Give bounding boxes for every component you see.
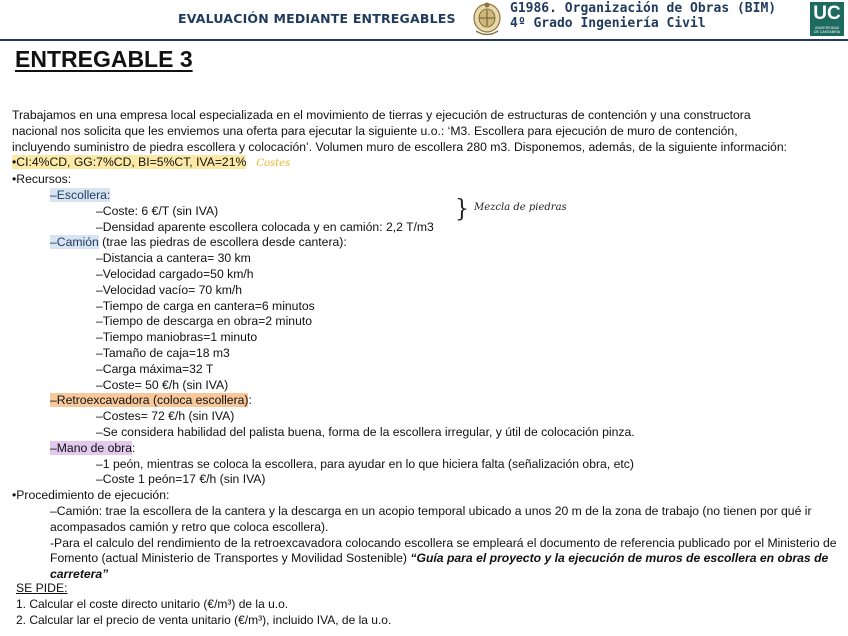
uc-logo-subtext: UNIVERSIDAD DE CANTABRIA	[813, 26, 841, 34]
camion-item: –Carga máxima=32 T	[96, 361, 214, 376]
header-divider	[0, 39, 848, 41]
course-line-1: G1986. Organización de Obras (BIM)	[510, 1, 777, 16]
camion-label: –Camión	[50, 235, 99, 250]
mano-item: –Coste 1 peón=17 €/h (sin IVA)	[96, 472, 266, 487]
question-item: 2. Calcular lar el precio de venta unitario (€/m³), incluido IVA, de la u.o.	[16, 612, 392, 627]
brace-annotation-icon: }	[455, 195, 469, 224]
escollera-handwritten-note: Mezcla de piedras	[474, 202, 567, 213]
course-info	[510, 1, 776, 31]
camion-item: –Velocidad vacío= 70 km/h	[96, 282, 243, 297]
intro-line-1: Trabajamos en una empresa local especializada en el movimiento de tierras y ejecución de estructuras de contención y una constructora	[12, 108, 751, 122]
camion-item: –Distancia a cantera= 30 km	[96, 251, 251, 266]
mano-item: –1 peón, mientras se coloca la escollera, para ayudar en lo que hiciera falta (señalización obra, etc)	[96, 456, 634, 471]
procedimiento-label: •Procedimiento de ejecución:	[12, 488, 170, 503]
camion-item: –Tiempo maniobras=1 minuto	[96, 330, 258, 345]
guide-title: “Guía para el proyecto y la ejecución de muros de escollera en obras de carretera”	[50, 551, 829, 582]
camion-item: –Tamaño de caja=18 m3	[96, 345, 230, 360]
escollera-heading	[12, 188, 838, 204]
escollera-label: –Escollera:	[50, 187, 111, 202]
procedimiento-calc	[12, 536, 838, 583]
retro-label: –Retroexcavadora (coloca escollera)	[50, 393, 249, 408]
camion-item: –Coste= 50 €/h (sin IVA)	[96, 377, 229, 392]
procedimiento-camion: –Camión: trae la escollera de la cantera y la descarga en un acopio temporal ubicado a unos 20 m de la zona de trabajo (no tienen por qué ir acompasados camión y retro que coloca escollera).	[50, 503, 812, 534]
camion-item: –Tiempo de carga en cantera=6 minutos	[96, 298, 315, 313]
document-body	[12, 108, 838, 583]
intro-line-3: incluyendo suministro de piedra escollera y colocación’. Volumen muro de escollera 280 m3. Disponemos, además, de la siguiente información:	[12, 139, 787, 154]
retro-heading	[12, 393, 838, 409]
header-title: EVALUACIÓN MEDIANTE ENTREGABLES	[178, 11, 456, 26]
question-item: 1. Calcular el coste directo unitario (€/m³) de la u.o.	[16, 597, 289, 611]
retro-item: –Se considera habilidad del palista buena, forma de la escollera irregular, y útil de colocación pinza.	[96, 424, 635, 439]
recursos-label: •Recursos:	[12, 172, 72, 187]
se-pide-heading: SE PIDE:	[16, 581, 68, 595]
escollera-item: –Densidad aparente escollera colocada y en camión: 2,2 T/m3	[96, 219, 434, 234]
escollera-item: –Coste: 6 €/T (sin IVA)	[96, 203, 219, 218]
page-header	[0, 0, 848, 38]
camion-item: –Velocidad cargado=50 km/h	[96, 266, 254, 281]
camion-desc: (trae las piedras de escollera desde cantera):	[98, 235, 347, 250]
course-line-2: 4º Grado Ingeniería Civil	[510, 16, 706, 31]
retro-item: –Costes= 72 €/h (sin IVA)	[96, 409, 235, 424]
costs-percentages: •CI:4%CD, GG:7%CD, BI=5%CT, IVA=21%	[12, 155, 247, 170]
retro-suffix: :	[248, 393, 252, 408]
uc-logo-text: UC	[813, 3, 841, 24]
school-seal-icon	[470, 1, 504, 37]
page-title: ENTREGABLE 3	[15, 46, 193, 72]
mano-heading	[12, 441, 838, 457]
camion-item: –Tiempo de descarga en obra=2 minuto	[96, 314, 313, 329]
uc-logo	[810, 2, 844, 36]
costs-line	[12, 155, 838, 172]
mano-suffix: :	[132, 440, 136, 455]
mano-label: –Mano de obra	[50, 440, 132, 455]
questions-list	[16, 597, 391, 628]
costs-handwritten-note: Costes	[256, 158, 291, 170]
camion-heading	[12, 235, 838, 251]
procedimiento-calc-text: -Para el calculo del rendimiento de la retroexcavadora colocando escollera se empleará el documento de referencia publicado por el Ministerio de Fomento (actual Ministerio de Transportes y Movilidad Sostenible)	[50, 535, 837, 566]
intro-line-2: nacional nos solicita que les enviemos una oferta para ejecutar la siguiente u.o.: ‘M3. Escollera para ejecución de muro de contención,	[12, 123, 738, 138]
